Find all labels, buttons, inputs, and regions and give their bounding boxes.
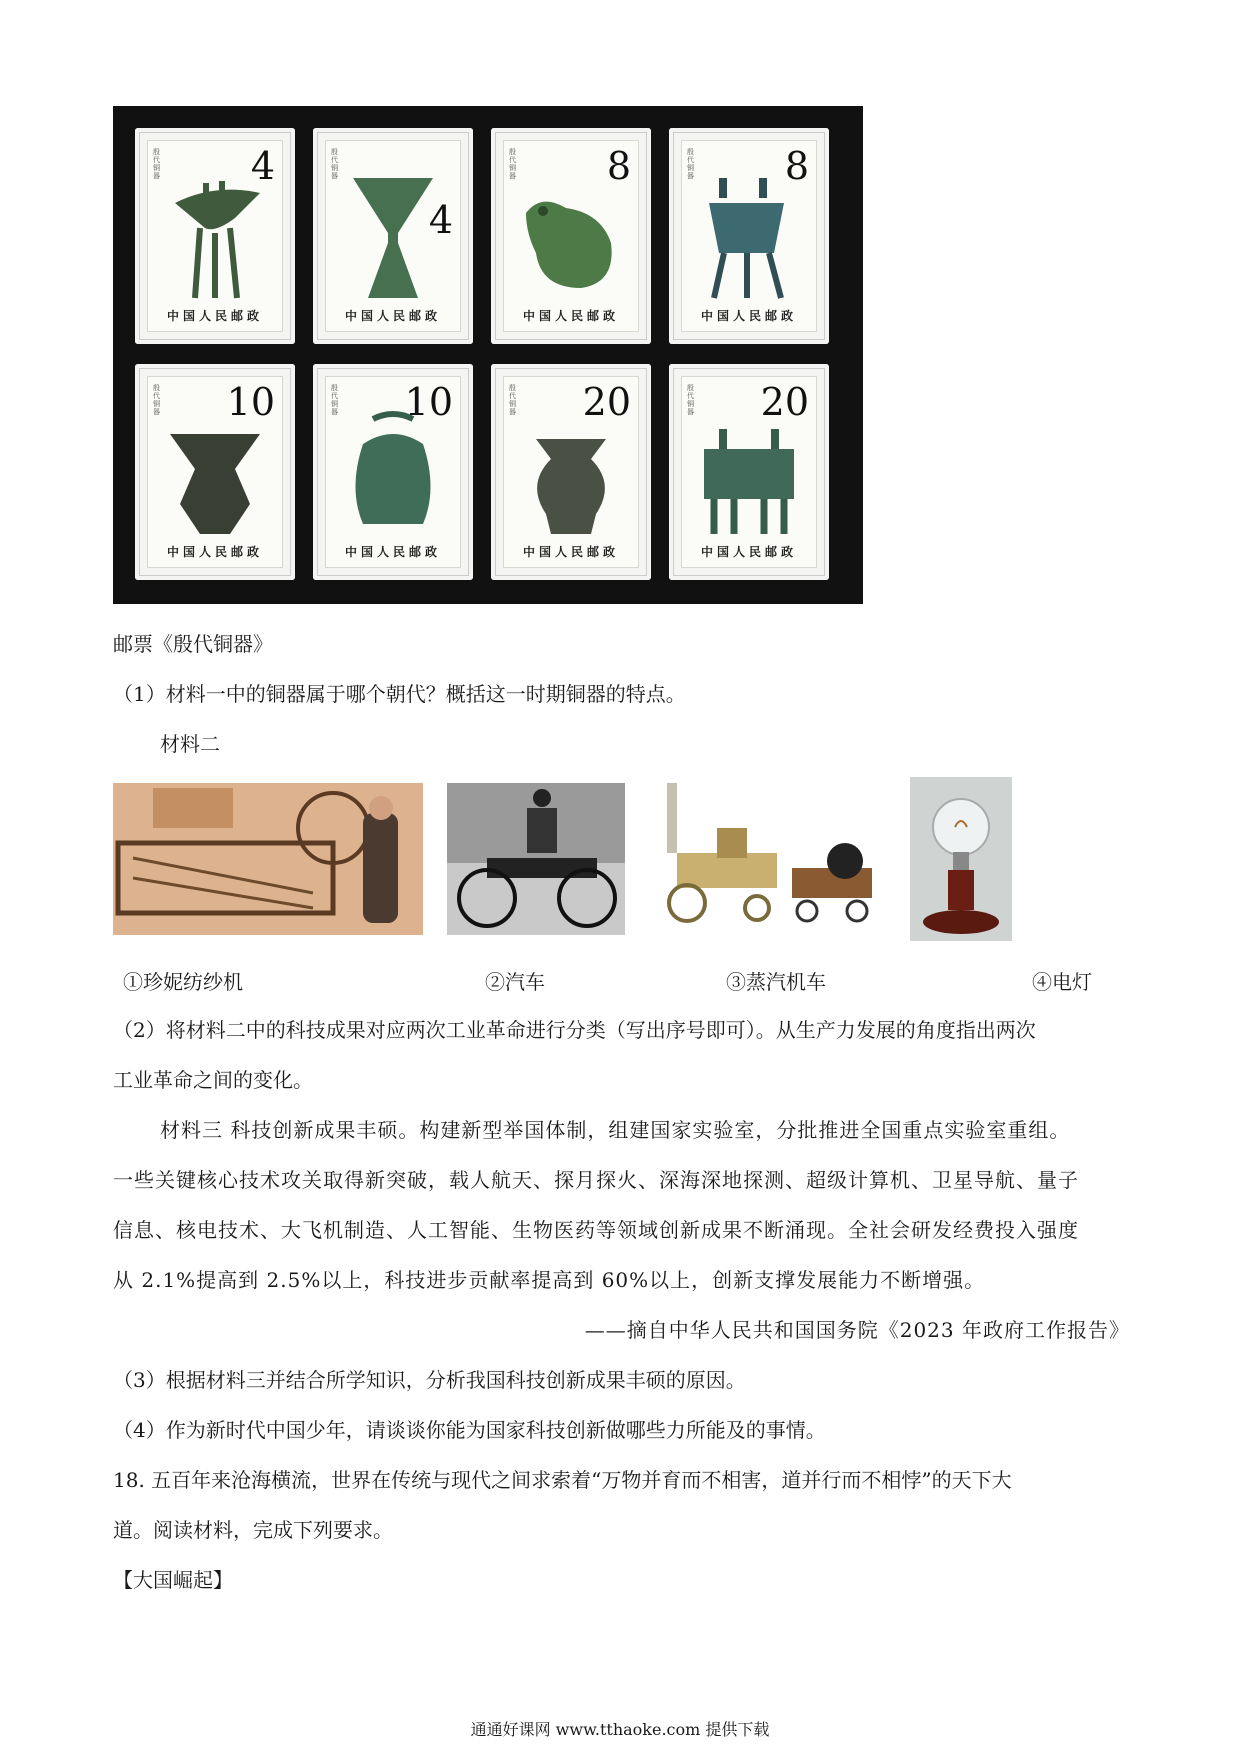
steam-locomotive-image xyxy=(657,783,885,935)
stamp-country: 中国人民邮政 xyxy=(700,545,797,559)
section-heading: 【大国崛起】 xyxy=(113,1568,233,1592)
stamp-country: 中国人民邮政 xyxy=(522,309,619,323)
stamp-value: 10 xyxy=(226,380,275,424)
material-3-line-4: 从 2.1%提高到 2.5%以上，科技进步贡献率提高到 60%以上，创新支撑发展能力不断增强。 xyxy=(113,1268,986,1292)
question-2-line-2: 工业革命之间的变化。 xyxy=(113,1068,313,1092)
stamp-value: 8 xyxy=(784,144,809,188)
stamp-country: 中国人民邮政 xyxy=(344,545,441,559)
stamp-caption: 殷代铜器 xyxy=(509,148,516,180)
stamp-value: 20 xyxy=(582,380,631,424)
stamp-zun-2 xyxy=(491,364,651,580)
stamp-sheet-image xyxy=(113,106,863,604)
caption-light-bulb: ④电灯 xyxy=(1032,970,1092,994)
bronze-vase-icon xyxy=(521,409,621,539)
bronze-gu-icon xyxy=(343,173,443,303)
stamp-caption: 殷代铜器 xyxy=(331,384,338,416)
stamp-value: 4 xyxy=(250,144,275,188)
stamp-caption: 殷代铜器 xyxy=(509,384,516,416)
spinning-jenny-icon xyxy=(113,783,423,935)
bronze-jia-icon xyxy=(699,173,799,303)
page-footer: 通通好课网 www.tthaoke.com 提供下载 xyxy=(470,1720,770,1739)
stamp-zun xyxy=(135,364,295,580)
material-3-line-2: 一些关键核心技术攻关取得新突破，载人航天、探月探火、深海深地探测、超级计算机、卫星导航、量子 xyxy=(113,1168,1079,1192)
stamp-country: 中国人民邮政 xyxy=(166,309,263,323)
stamp-country: 中国人民邮政 xyxy=(522,545,619,559)
stamp-country: 中国人民邮政 xyxy=(166,545,263,559)
stamp-gong xyxy=(491,128,651,344)
stamp-caption: 殷代铜器 xyxy=(687,384,694,416)
stamp-caption-text: 邮票《殷代铜器》 xyxy=(113,632,273,656)
bronze-ding-icon xyxy=(699,409,799,539)
bronze-jue-icon xyxy=(165,173,265,303)
stamp-you xyxy=(313,364,473,580)
car-icon xyxy=(447,783,625,935)
stamp-country: 中国人民邮政 xyxy=(700,309,797,323)
bronze-you-icon xyxy=(343,409,443,539)
question-2-line-1: （2）将材料二中的科技成果对应两次工业革命进行分类（写出序号即可）。从生产力发展的角度指出两次 xyxy=(113,1018,1036,1042)
stamp-value: 10 xyxy=(404,380,453,424)
stamp-caption: 殷代铜器 xyxy=(331,148,338,180)
early-car-image xyxy=(447,783,625,935)
stamp-value: 8 xyxy=(606,144,631,188)
question-4: （4）作为新时代中国少年，请谈谈你能为国家科技创新做哪些力所能及的事情。 xyxy=(113,1418,826,1442)
caption-steam-locomotive: ③蒸汽机车 xyxy=(726,970,826,994)
stamp-caption: 殷代铜器 xyxy=(687,148,694,180)
question-1: （1）材料一中的铜器属于哪个朝代？概括这一时期铜器的特点。 xyxy=(113,682,686,706)
light-bulb-image xyxy=(910,777,1012,941)
question-18-line-2: 道。阅读材料，完成下列要求。 xyxy=(113,1518,393,1542)
locomotive-icon xyxy=(657,783,885,935)
question-3: （3）根据材料三并结合所学知识，分析我国科技创新成果丰硕的原因。 xyxy=(113,1368,746,1392)
bronze-gong-icon xyxy=(521,173,621,303)
material-3-line-1: 材料三 科技创新成果丰硕。构建新型举国体制，组建国家实验室，分批推进全国重点实验室重组。 xyxy=(160,1118,1071,1142)
stamp-gu xyxy=(313,128,473,344)
light-bulb-icon xyxy=(910,777,1012,941)
caption-spinning-jenny: ①珍妮纺纱机 xyxy=(123,970,243,994)
stamp-jia xyxy=(669,128,829,344)
caption-car: ②汽车 xyxy=(485,970,545,994)
bronze-zun-icon xyxy=(165,409,265,539)
material-3-line-3: 信息、核电技术、大飞机制造、人工智能、生物医药等领域创新成果不断涌现。全社会研发经费投入强度 xyxy=(113,1218,1079,1242)
stamp-caption: 殷代铜器 xyxy=(153,148,160,180)
material-3-source: ——摘自中华人民共和国国务院《2023 年政府工作报告》 xyxy=(584,1318,1130,1342)
stamp-value: 20 xyxy=(760,380,809,424)
stamp-country: 中国人民邮政 xyxy=(344,309,441,323)
stamp-jue xyxy=(135,128,295,344)
material-2-label: 材料二 xyxy=(160,732,220,756)
stamp-ding xyxy=(669,364,829,580)
spinning-jenny-image xyxy=(113,783,423,935)
stamp-caption: 殷代铜器 xyxy=(153,384,160,416)
question-18-line-1: 18. 五百年来沧海横流，世界在传统与现代之间求索着“万物并育而不相害，道并行而不相悖”的天下大 xyxy=(113,1468,1012,1492)
stamp-value: 4 xyxy=(428,198,453,242)
